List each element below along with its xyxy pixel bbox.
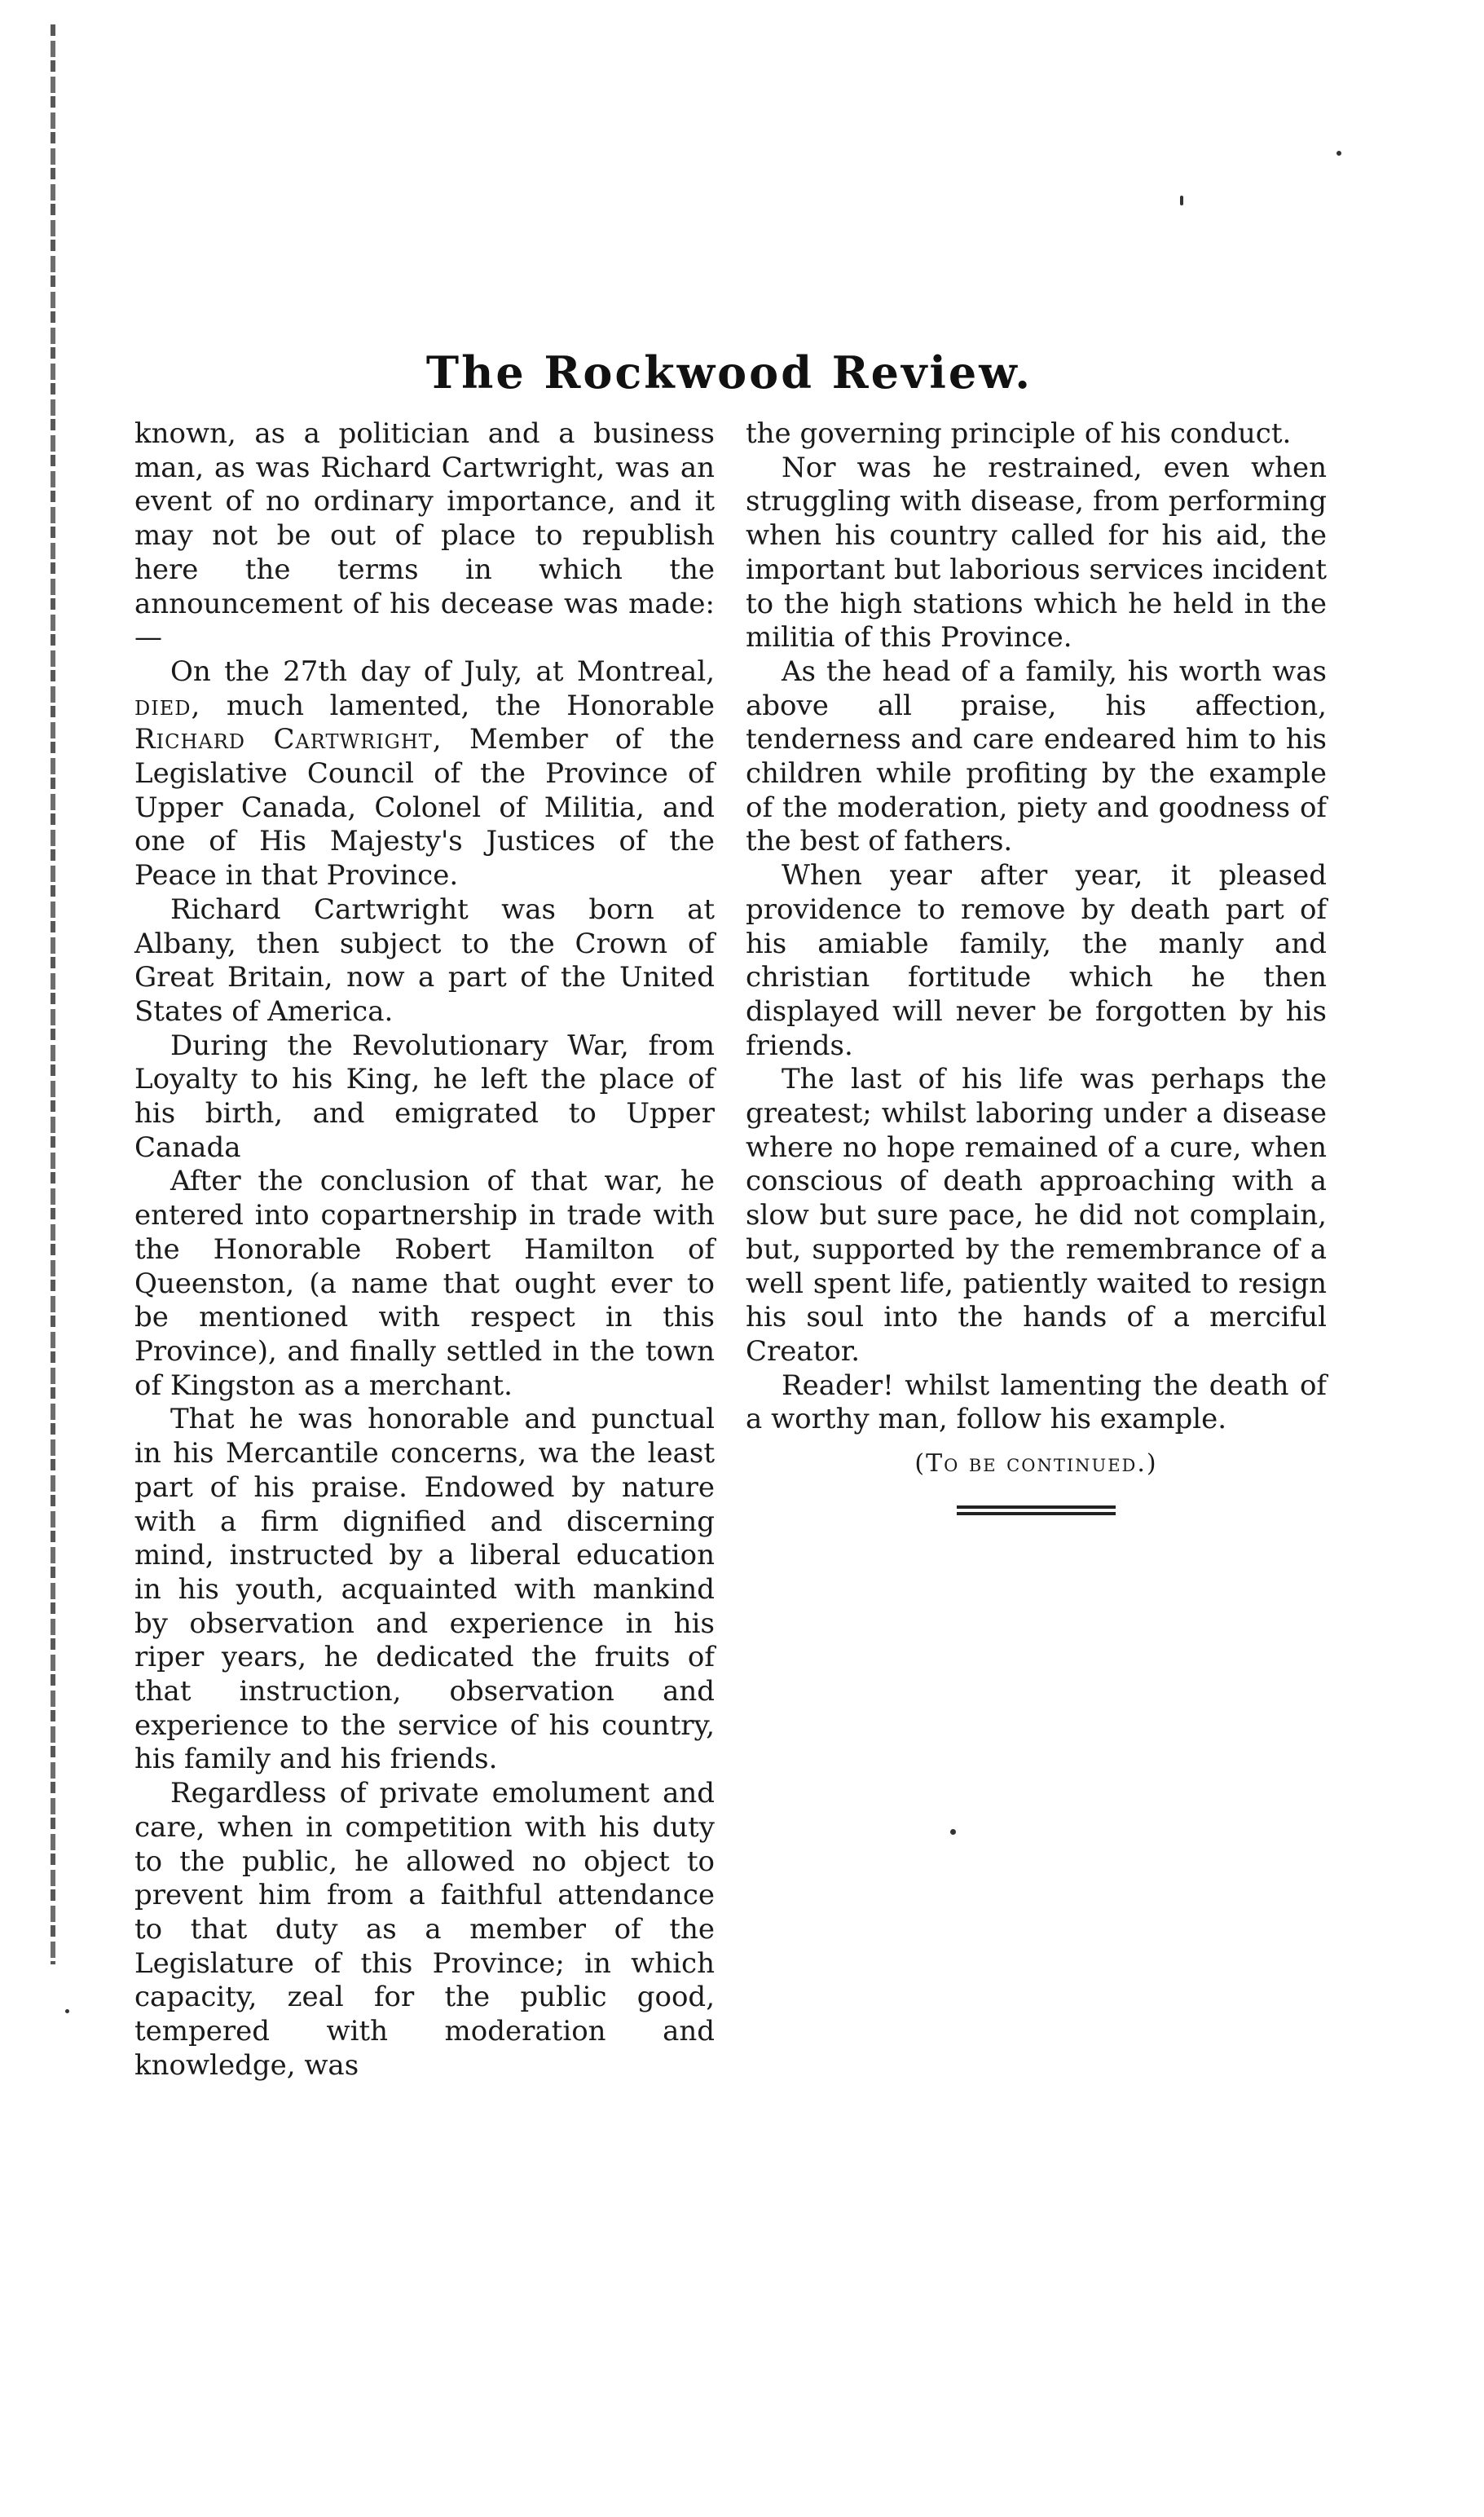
page-binding-edge xyxy=(51,24,55,1964)
paragraph: the governing principle of his conduct. xyxy=(746,417,1292,450)
article-column-right xyxy=(746,417,1327,1515)
paragraph: That he was honorable and punctual in his Mercantile concerns, wa the least part of his praise. Endowed by nature with a firm dignified and discerning mind, instructed by a liberal education in his youth, acquainted with mankind by observation and experience in his riper years, he dedicated the fruits of that instruction, observation and experience to the service of his country, his family and his friends. xyxy=(134,1403,715,1776)
paragraph: Regardless of private emolument and care, when in competition with his duty to the public, he allowed no object to prevent him from a faithful attendance to that duty as a member of the Legislature of this Province; in which capacity, zeal for the public good, tempered with moderation and knowledge, was xyxy=(134,1777,715,2082)
death-notice-paragraph xyxy=(134,655,715,893)
ink-speck xyxy=(1336,151,1341,156)
masthead-title: The Rockwood Review. xyxy=(425,346,1033,399)
paragraph: After the conclusion of that war, he entered into copartnership in trade with the Honorable Robert Hamilton of Queenston, (a name that ought ever to be mentioned with respect in this Province), and finally settled in the town of Kingston as a merchant. xyxy=(134,1165,715,1402)
to-be-continued-note: (To be continued.) xyxy=(914,1449,1158,1479)
ink-speck xyxy=(65,2009,69,2013)
double-rule-divider xyxy=(957,1505,1116,1515)
paragraph: During the Revolutionary War, from Loyalty to his King, he left the place of his birth, and emigrated to Upper Canada xyxy=(134,1029,715,1164)
notice-text: much lamented, the Honorable xyxy=(200,689,715,722)
notice-text: On the 27th day of July, at Montreal, xyxy=(170,655,715,688)
paragraph: The last of his life was perhaps the greatest; whilst laboring under a disease where no hope remained of a cure, when conscious of death approaching with a slow but sure pace, he did not complain, but, supported by the remembrance of a well spent life, patiently waited to resign his soul into the hands of a merciful Creator. xyxy=(746,1063,1327,1368)
deceased-name: Richard Cartwright, xyxy=(134,723,443,756)
ink-speck xyxy=(950,1829,956,1835)
paragraph: known, as a politician and a business man, as was Richard Cartwright, was an event of no ordinary importance, and it may not be out of place to republish here the terms in which the announcement of his decease was made:— xyxy=(134,417,715,655)
paragraph: Nor was he restrained, even when struggling with disease, from performing when his country called for his aid, the important but laborious services incident to the high stations which he held in the militia of this Province. xyxy=(746,451,1327,655)
notice-text: Member of the Legislative Council of the Province of Upper Canada, Colonel of Militia, and one of His Majesty's Justices of the Peace in that Province. xyxy=(134,723,715,893)
paragraph: Reader! whilst lamenting the death of a worthy man, follow his example. xyxy=(746,1369,1327,1436)
paragraph: As the head of a family, his worth was above all praise, his affection, tenderness and care endeared him to his children while profiting by the example of the moderation, piety and goodness of the best of fathers. xyxy=(746,655,1327,858)
died-label: died, xyxy=(134,689,201,722)
article-column-left xyxy=(134,417,715,2083)
paragraph: Richard Cartwright was born at Albany, then subject to the Crown of Great Britain, now a part of the United States of America. xyxy=(134,893,715,1028)
paragraph: When year after year, it pleased providence to remove by death part of his amiable family, the manly and christian fortitude which he then displayed will never be forgotten by his friends. xyxy=(746,859,1327,1062)
ink-speck xyxy=(1180,196,1183,205)
